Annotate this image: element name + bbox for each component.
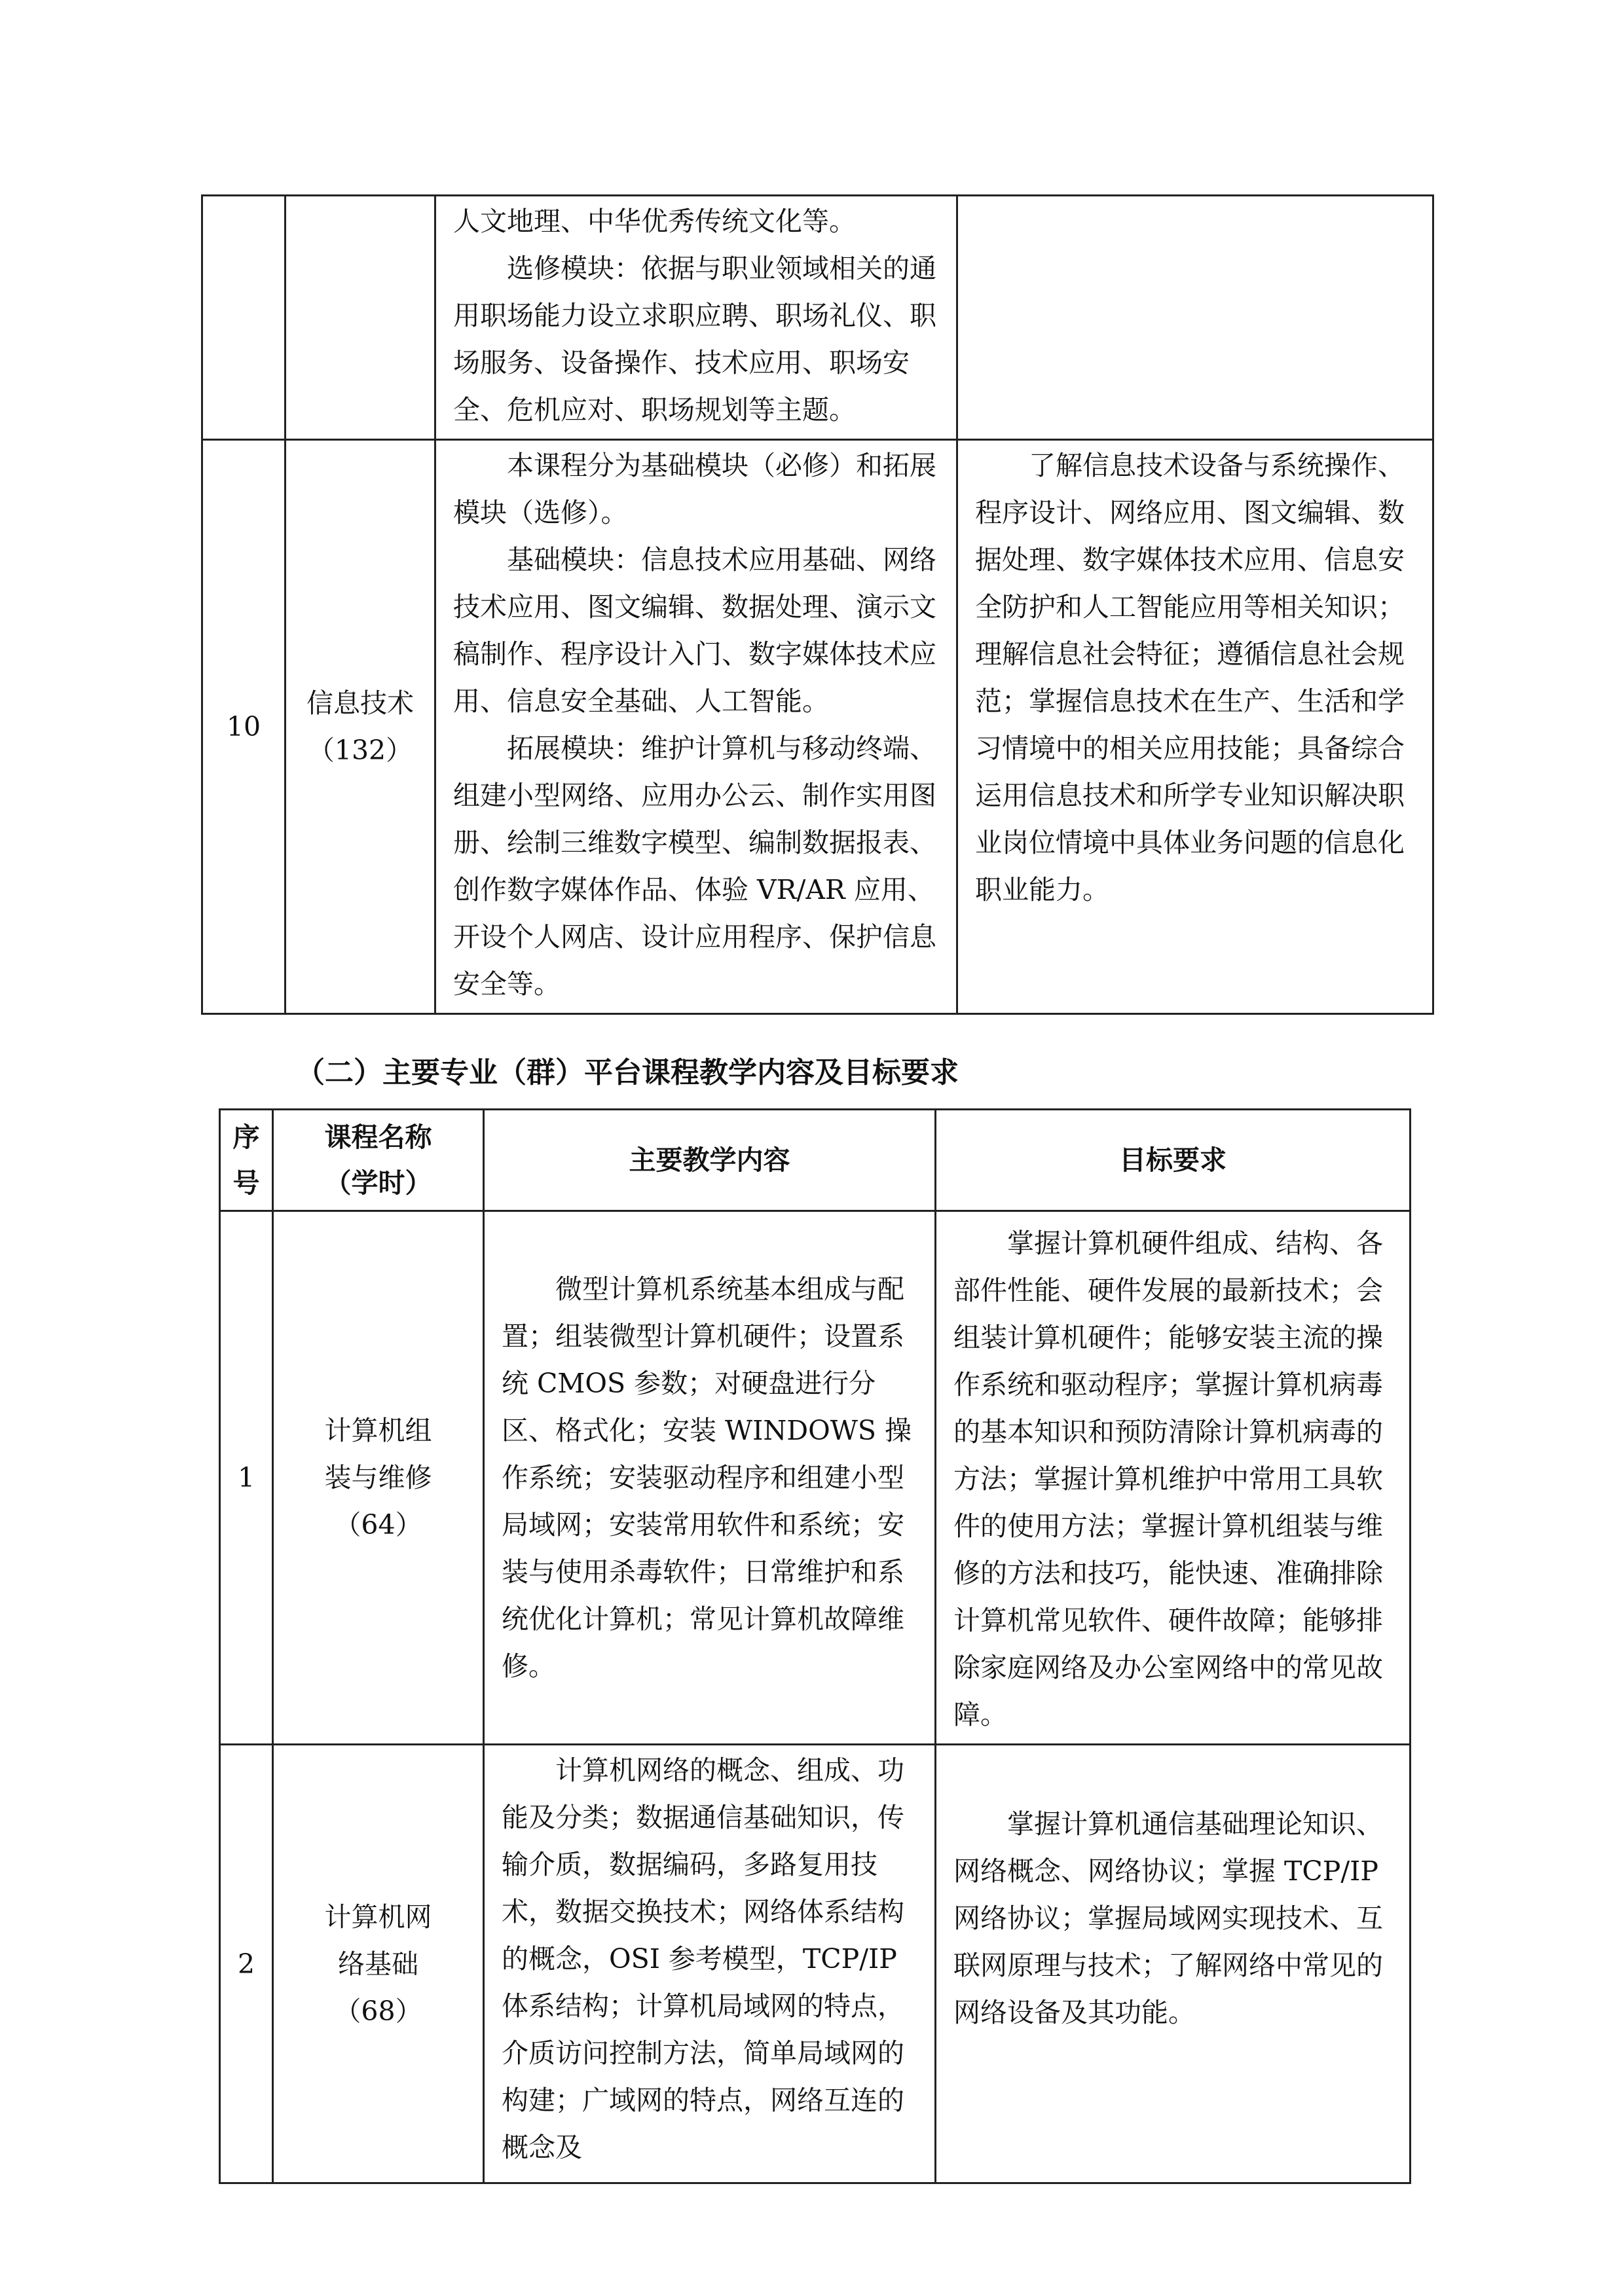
course-hours: （132） xyxy=(307,735,413,766)
header-course-line: 课程名称 xyxy=(324,1121,432,1153)
content-paragraph: 拓展模块：维护计算机与移动终端、组建小型网络、应用办公云、制作实用图册、绘制三维数字模型、编制数据报表、创作数字媒体作品、体验 VR/AR 应用、开设个人网店、设计应用程序、保护信息安全等。 xyxy=(453,733,936,1000)
content-paragraph: 人文地理、中华优秀传统文化等。 xyxy=(453,206,856,237)
header-number-line: 序 xyxy=(232,1121,260,1153)
goal-cell xyxy=(957,440,1433,1014)
goal-paragraph: 掌握计算机通信基础理论知识、网络概念、网络协议；掌握 TCP/IP 网络协议；掌握局域网实现技术、互联网原理与技术；了解网络中常见的网络设备及其功能。 xyxy=(953,1808,1383,2028)
goal-paragraph: 了解信息技术设备与系统操作、程序设计、网络应用、图文编辑、数据处理、数字媒体技术应用、信息安全防护和人工智能应用等相关知识；理解信息社会特征；遵循信息社会规范；掌握信息技术在生产、生活和学习情境中的相关应用技能；具备综合运用信息技术和所学专业知识解决职业岗位情境中具体业务问题的信息化职业能力。 xyxy=(975,450,1405,905)
course-name-cell xyxy=(286,196,435,440)
course-name-line: 计算机组 xyxy=(324,1415,432,1446)
row-number-cell: 2 xyxy=(220,1745,273,2183)
content-paragraph: 本课程分为基础模块（必修）和拓展模块（选修）。 xyxy=(453,450,936,528)
course-name-line: 络基础 xyxy=(338,1948,418,1980)
content-paragraph: 选修模块：依据与职业领域相关的通用职场能力设立求职应聘、职场礼仪、职场服务、设备操作、技术应用、职场安全、危机应对、职场规划等主题。 xyxy=(453,253,936,426)
content-paragraph: 计算机网络的概念、组成、功能及分类；数据通信基础知识，传输介质，数据编码，多路复用技术，数据交换技术；网络体系结构的概念，OSI 参考模型，TCP/IP 体系结构；计算机局域网的特点，介质访问控制方法，简单局域网的构建；广域网的特点，网络互连的概念及 xyxy=(502,1755,904,2163)
course-hours: （64） xyxy=(334,1509,422,1540)
course-name-cell xyxy=(286,440,435,1014)
course-hours: （68） xyxy=(334,1995,422,2027)
content-paragraph: 微型计算机系统基本组成与配置；组装微型计算机硬件；设置系统 CMOS 参数；对硬盘进行分区、格式化；安装 WINDOWS 操作系统；安装驱动程序和组建小型局域网；安装常用软件和系统；安装与使用杀毒软件；日常维护和系统优化计算机；常见计算机故障维修。 xyxy=(502,1273,912,1682)
row-number-cell xyxy=(202,196,286,440)
content-cell xyxy=(435,440,957,1014)
table-row xyxy=(202,196,1433,440)
table-row xyxy=(220,1211,1411,1745)
table-row xyxy=(220,1745,1411,2183)
header-content: 主要教学内容 xyxy=(484,1110,936,1211)
table-row xyxy=(202,440,1433,1014)
row-number-cell: 1 xyxy=(220,1211,273,1745)
content-paragraph: 基础模块：信息技术应用基础、网络技术应用、图文编辑、数据处理、演示文稿制作、程序设计入门、数字媒体技术应用、信息安全基础、人工智能。 xyxy=(453,544,936,717)
course-name-cell xyxy=(273,1745,484,2183)
header-number xyxy=(220,1110,273,1211)
content-cell xyxy=(435,196,957,440)
course-table-public xyxy=(201,194,1434,1015)
header-goal: 目标要求 xyxy=(936,1110,1411,1211)
goal-paragraph: 掌握计算机硬件组成、结构、各部件性能、硬件发展的最新技术；会组装计算机硬件；能够安装主流的操作系统和驱动程序；掌握计算机病毒的基本知识和预防清除计算机病毒的方法；掌握计算机维护中常用工具软件的使用方法；掌握计算机组装与维修的方法和技巧，能快速、准确排除计算机常见软件、硬件故障；能够排除家庭网络及办公室网络中的常见故障。 xyxy=(953,1228,1383,1730)
course-table-platform xyxy=(219,1108,1411,2184)
header-course-line: （学时） xyxy=(324,1167,432,1199)
content-cell xyxy=(484,1745,936,2183)
course-name-line: 计算机网 xyxy=(324,1901,432,1933)
course-name-line: 装与维修 xyxy=(324,1462,432,1493)
header-number-line: 号 xyxy=(232,1167,260,1199)
section-title: （二）主要专业（群）平台课程教学内容及目标要求 xyxy=(296,1056,959,1089)
table-header-row xyxy=(220,1110,1411,1211)
goal-cell xyxy=(957,196,1433,440)
header-course xyxy=(273,1110,484,1211)
goal-cell xyxy=(936,1211,1411,1745)
row-number-cell: 10 xyxy=(202,440,286,1014)
course-name-cell xyxy=(273,1211,484,1745)
content-cell xyxy=(484,1211,936,1745)
goal-cell xyxy=(936,1745,1411,2183)
course-name: 信息技术 xyxy=(306,687,414,719)
